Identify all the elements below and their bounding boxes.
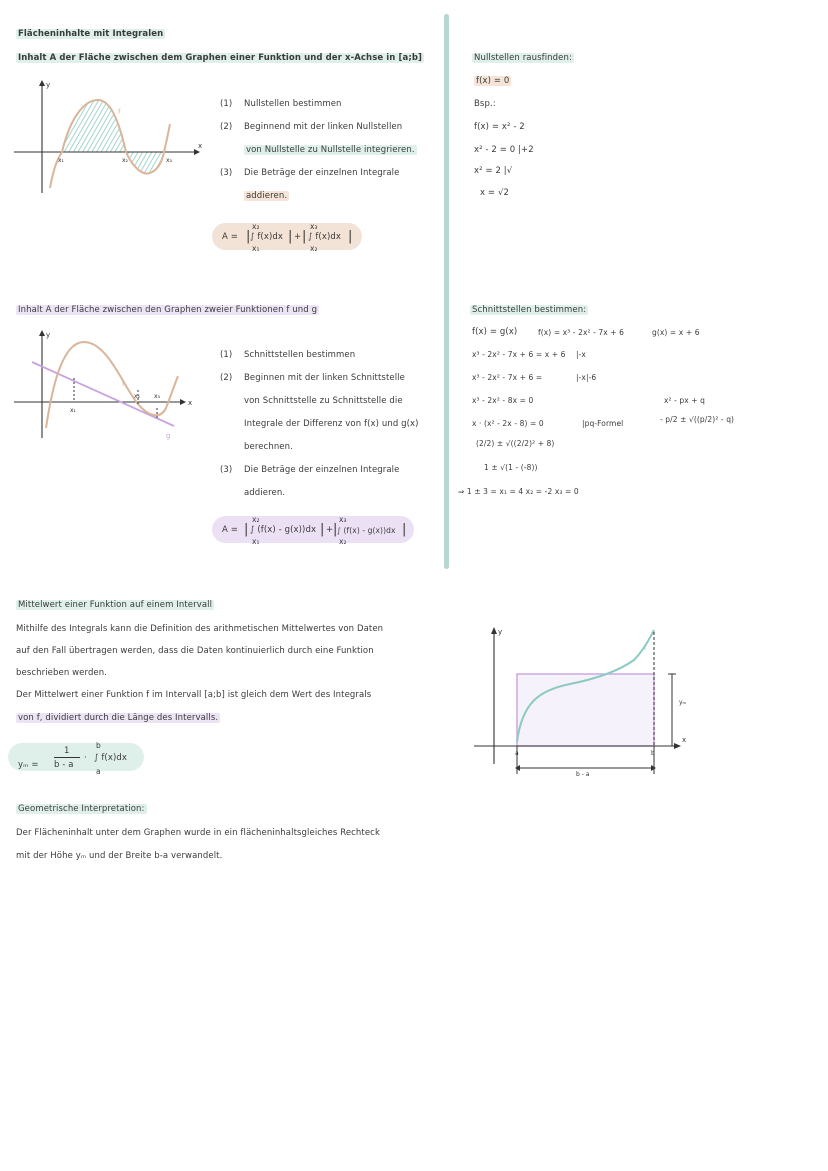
right1-line-4: x² = 2 |√ [474, 166, 513, 176]
formula-3-dot: · [84, 753, 87, 763]
s1-step-3: (3) [220, 168, 233, 178]
fraction-bar [54, 757, 80, 758]
x1-label: x₁ [70, 407, 76, 414]
s1-step-2-text: Beginnend mit der linken Nullstellen [244, 122, 403, 132]
section3-para-4: von f, dividiert durch die Länge des Intervalls. [18, 713, 219, 723]
pq-form: - p/2 ± √((p/2)² - q) [660, 415, 735, 424]
formula-1-hi1: x₂ [252, 222, 260, 231]
formula-1-bar-2: | [288, 229, 293, 244]
s1-step-3-text: Die Beträge der einzelnen Integrale [244, 168, 400, 178]
s1-step-2: (2) [220, 122, 233, 132]
right2-fx-def: f(x) = g(x) [472, 327, 518, 337]
s2-step-3-text: Die Beträge der einzelnen Integrale [244, 465, 400, 475]
formula-1-term2: ∫ f(x)dx [308, 232, 342, 242]
b-label: b [651, 750, 655, 757]
right1-line-2: f(x) = x² - 2 [474, 122, 525, 132]
f-label: f [118, 108, 121, 116]
formula-2-bar-2: | [320, 522, 325, 537]
width-label: b - a [576, 771, 590, 778]
right2-line-3b: |pq-Formel [582, 419, 624, 428]
s2-step-3b-text: addieren. [244, 488, 286, 498]
s2-step-1-text: Schnittstellen bestimmen [244, 350, 356, 360]
function-line-g [32, 362, 174, 426]
formula-1-bar-1: | [246, 229, 251, 244]
a-label: a [515, 750, 519, 757]
formula-3-lo: a [96, 767, 101, 776]
column-divider [444, 14, 449, 569]
x2-label: x₂ [122, 157, 128, 164]
section3-para-2: beschrieben werden. [16, 668, 108, 678]
pq-eq: x² - px + q [664, 396, 706, 405]
formula-1-lhs: A = [222, 232, 238, 242]
formula-2-hi2: x₃ [339, 515, 347, 524]
formula-1-lo1: x₁ [252, 244, 260, 253]
mean-rectangle [517, 674, 654, 746]
right1-line-3: x² - 2 = 0 |+2 [474, 145, 534, 155]
f-label: f [644, 644, 647, 652]
area-graph-1 [14, 78, 214, 208]
right2-line-5a: 1 ± √(1 - (-8)) [484, 463, 538, 472]
s1-step-3b-text: addieren. [246, 191, 288, 201]
section3-para-0: Mithilfe des Integrals kann die Definition des arithmetischen Mittelwertes von Daten [16, 624, 384, 634]
formula-2-hi1: x₂ [252, 515, 260, 524]
mean-value-graph [470, 624, 690, 784]
right2-line-1b: |-x|-6 [576, 373, 597, 382]
right1-line-0: f(x) = 0 [476, 76, 510, 86]
x-label: x [682, 736, 687, 744]
formula-1-plus: + [294, 232, 302, 242]
formula-2-term1: ∫ (f(x) - g(x))dx [250, 525, 317, 535]
ym-label: yₘ [679, 699, 687, 706]
right2-f-def: f(x) = x³ - 2x² - 7x + 6 [538, 328, 625, 337]
formula-2-term2: ∫ (f(x) - g(x))dx [337, 526, 396, 535]
formula-2-plus: + [326, 525, 334, 535]
s1-step-1: (1) [220, 99, 233, 109]
s2-step-2: (2) [220, 373, 233, 383]
formula-1-bar-4: | [348, 229, 353, 244]
right2-title: Schnittstellen bestimmen: [472, 305, 587, 315]
section1-subtitle: Inhalt A der Fläche zwischen dem Graphen einer Funktion und der x-Achse in [a;b] [18, 53, 422, 63]
x3-label: x₃ [154, 393, 160, 400]
right1-line-5: x = √2 [480, 188, 509, 198]
formula-3-num: 1 [64, 746, 70, 756]
right2-line-0b: |-x [576, 350, 586, 359]
y-label: y [46, 331, 51, 339]
formula-2-lo2: x₂ [339, 537, 347, 546]
f-label: f [122, 380, 125, 388]
s1-step-1-text: Nullstellen bestimmen [244, 99, 342, 109]
right1-title: Nullstellen rausfinden: [474, 53, 572, 63]
section2-subtitle: Inhalt A der Fläche zwischen den Graphen zweier Funktionen f und g [18, 305, 318, 315]
geo-title: Geometrische Interpretation: [18, 804, 145, 814]
x2-label: x₂ [134, 393, 140, 400]
formula-3-integral: ∫ f(x)dx [94, 753, 128, 763]
s2-step-1: (1) [220, 350, 233, 360]
x-label: x [188, 399, 193, 407]
right2-line-6a: ⇒ 1 ± 3 = x₁ = 4 x₂ = -2 x₃ = 0 [458, 487, 579, 496]
formula-1-term1: ∫ f(x)dx [250, 232, 284, 242]
x1-label: x₁ [58, 157, 64, 164]
formula-3-hi: b [96, 741, 101, 750]
formula-2-lo1: x₁ [252, 537, 260, 546]
formula-2-bar-3: | [333, 522, 338, 537]
right2-line-2a: x³ - 2x² - 8x = 0 [472, 396, 534, 405]
formula-2-bar-1: | [244, 522, 249, 537]
s1-step-2b-text: von Nullstelle zu Nullstelle integrieren. [246, 145, 415, 155]
geo-text-0: Der Flächeninhalt unter dem Graphen wurde in ein flächeninhaltsgleiches Rechteck [16, 828, 380, 838]
right2-line-3a: x · (x² - 2x - 8) = 0 [472, 419, 544, 428]
formula-1-lo2: x₂ [310, 244, 318, 253]
function-curve-f [46, 342, 178, 428]
x3-label: x₃ [166, 157, 172, 164]
right1-line-1: Bsp.: [474, 99, 496, 109]
section1-title: Flächeninhalte mit Integralen [18, 29, 164, 39]
geo-text-1: mit der Höhe yₘ und der Breite b-a verwandelt. [16, 851, 223, 861]
s2-step-2c-text: Integrale der Differenz von f(x) und g(x) [244, 419, 419, 429]
s2-step-3: (3) [220, 465, 233, 475]
y-label: y [46, 81, 51, 89]
s2-step-2b-text: von Schnittstelle zu Schnittstelle die [244, 396, 403, 406]
section3-para-1: auf den Fall übertragen werden, dass die Daten kontinuierlich durch eine Funktion [16, 646, 374, 656]
formula-3-den: b - a [54, 760, 74, 770]
x-label: x [198, 142, 203, 150]
formula-1-hi2: x₃ [310, 222, 318, 231]
formula-2-lhs: A = [222, 525, 238, 535]
formula-1-bar-3: | [302, 229, 307, 244]
y-label: y [498, 628, 503, 636]
formula-3-lhs: yₘ = [18, 760, 39, 770]
right2-line-4a: (2/2) ± √((2/2)² + 8) [476, 439, 555, 448]
right2-line-0a: x³ - 2x² - 7x + 6 = x + 6 [472, 350, 566, 359]
s2-step-2d-text: berechnen. [244, 442, 293, 452]
right2-line-1a: x³ - 2x² - 7x + 6 = [472, 373, 543, 382]
s2-step-2-text: Beginnen mit der linken Schnittstelle [244, 373, 405, 383]
section3-title: Mittelwert einer Funktion auf einem Intervall [18, 600, 213, 610]
formula-2-bar-4: | [402, 522, 407, 537]
section3-para-3: Der Mittelwert einer Funktion f im Intervall [a;b] ist gleich dem Wert des Integrals [16, 690, 372, 700]
g-label: g [166, 432, 171, 440]
right2-g-def: g(x) = x + 6 [652, 328, 700, 337]
area-graph-2 [14, 328, 214, 448]
